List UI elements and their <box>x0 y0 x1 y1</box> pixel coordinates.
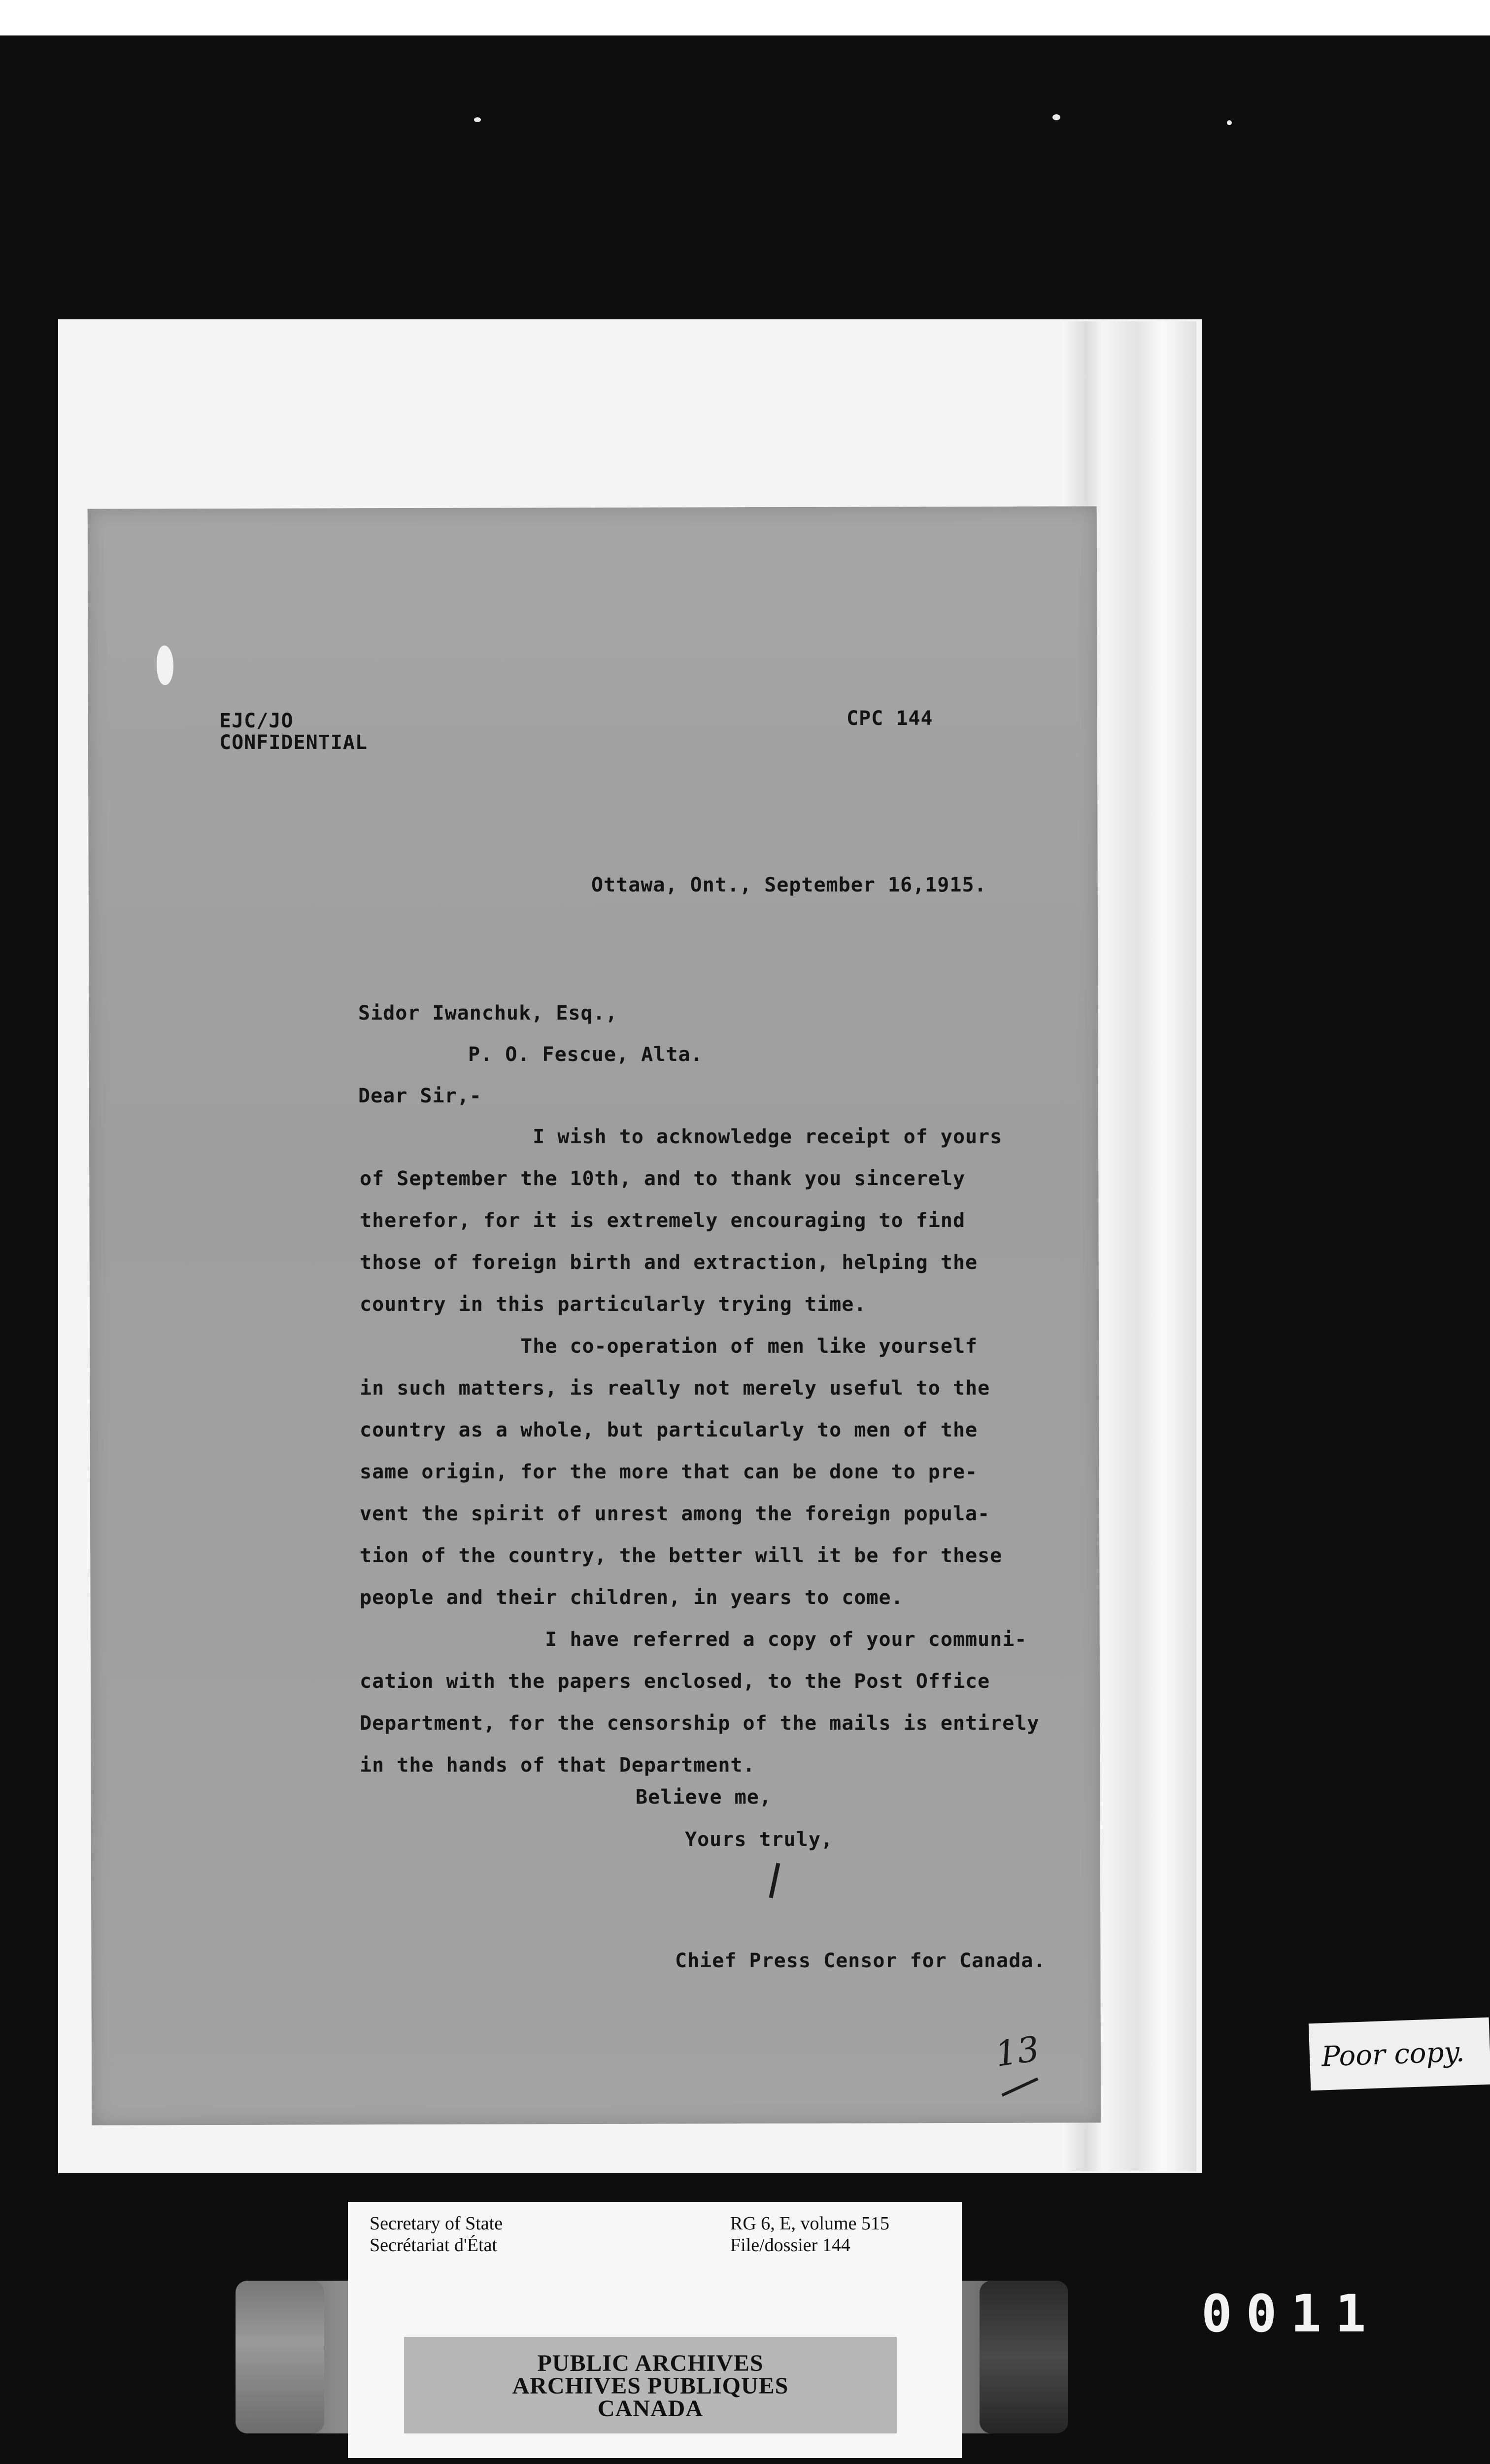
department-en: Secretary of State <box>370 2213 503 2234</box>
body-line: The co-operation of men like yourself <box>360 1335 978 1358</box>
body-line: in such matters, is really not merely useful to the <box>360 1377 990 1400</box>
body-line: I wish to acknowledge receipt of yours <box>360 1126 1003 1148</box>
poor-copy-text: Poor copy. <box>1321 2035 1465 2073</box>
recipient-name: Sidor Iwanchuk, Esq., <box>358 1002 618 1025</box>
dateline: Ottawa, Ont., September 16,1915. <box>591 874 987 896</box>
body-line: I have referred a copy of your communi- <box>360 1628 1027 1651</box>
file-dossier: File/dossier 144 <box>730 2235 850 2256</box>
film-top-strip <box>0 0 1490 35</box>
folio-number: 13 <box>992 2028 1042 2075</box>
body-line: Department, for the censorship of the mails is entirely <box>360 1712 1040 1735</box>
poor-copy-note <box>1309 2018 1490 2091</box>
salutation: Dear Sir,- <box>358 1085 482 1107</box>
banner-line-canada: CANADA <box>598 2396 703 2422</box>
closing-yours-truly: Yours truly, <box>685 1828 833 1851</box>
body-line: cation with the papers enclosed, to the Post Office <box>360 1670 990 1693</box>
recipient-address: P. O. Fescue, Alta. <box>468 1043 703 1066</box>
body-line: those of foreign birth and extraction, helping the <box>360 1251 978 1274</box>
body-line: country as a whole, but particularly to men of the <box>360 1419 978 1441</box>
record-group: RG 6, E, volume 515 <box>730 2213 889 2234</box>
archive-band-right <box>980 2281 1068 2433</box>
body-line: people and their children, in years to come. <box>360 1586 904 1609</box>
body-line: country in this particularly trying time. <box>360 1293 867 1316</box>
body-line: in the hands of that Department. <box>360 1754 755 1777</box>
file-code: CPC 144 <box>847 707 933 730</box>
archive-band-left <box>236 2281 324 2433</box>
counter-digit: 1 <box>1290 2284 1322 2344</box>
body-line: vent the spirit of unrest among the foreign popula- <box>360 1503 990 1525</box>
counter-digit: 0 <box>1246 2284 1278 2344</box>
body-line: tion of the country, the better will it be for these <box>360 1544 1003 1567</box>
counter-digit: 1 <box>1335 2284 1367 2344</box>
film-dust <box>1052 114 1060 120</box>
banner-line-public-archives: PUBLIC ARCHIVES <box>537 2350 764 2376</box>
reference-initials: EJC/JO <box>219 710 294 732</box>
film-dust <box>1227 120 1232 125</box>
closing-believe-me: Believe me, <box>636 1786 772 1809</box>
body-line: therefor, for it is extremely encouraging to find <box>360 1209 966 1232</box>
classification-label: CONFIDENTIAL <box>219 731 368 754</box>
counter-digit: 0 <box>1201 2284 1233 2344</box>
frame-counter <box>1201 2284 1367 2344</box>
body-line: same origin, for the more that can be done to pre- <box>360 1461 978 1483</box>
department-fr: Secrétariat d'État <box>370 2235 497 2256</box>
body-line: of September the 10th, and to thank you sincerely <box>360 1167 966 1190</box>
punch-hole <box>157 646 173 685</box>
signature-title: Chief Press Censor for Canada. <box>675 1950 1046 1972</box>
banner-line-archives-publiques: ARCHIVES PUBLIQUES <box>512 2373 789 2399</box>
film-dust <box>474 117 481 122</box>
